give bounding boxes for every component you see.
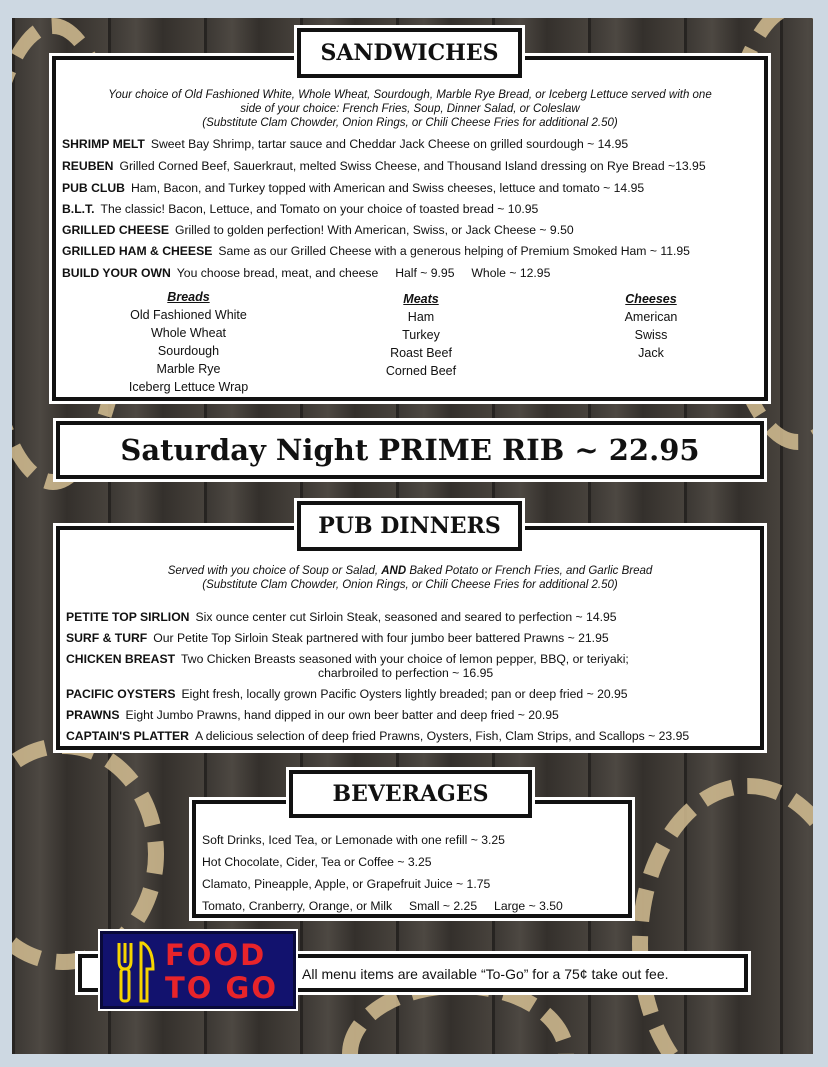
- meat-option: Ham: [407, 310, 435, 324]
- pub-dinners-title: PUB DINNERS: [297, 501, 522, 551]
- item-desc: Two Chicken Breasts seasoned with your choice of lemon pepper, BBQ, or teriyaki;: [181, 652, 629, 666]
- beverages-title: BEVERAGES: [289, 770, 532, 818]
- menu-page: [12, 18, 813, 1054]
- menu-item: [62, 265, 550, 281]
- bread-option: Iceberg Lettuce Wrap: [128, 380, 249, 394]
- menu-item-continued: [318, 665, 493, 681]
- beverage-item: Clamato, Pineapple, Apple, or Grapefruit Juice ~ 1.75: [202, 877, 491, 891]
- item-name: PUB CLUB: [62, 181, 125, 195]
- meat-option: Roast Beef: [390, 346, 452, 360]
- bread-option: Marble Rye: [156, 362, 221, 376]
- item-name: PRAWNS: [66, 708, 120, 722]
- item-desc: Eight Jumbo Prawns, hand dipped in our own beer batter and deep fried ~ 20.95: [125, 708, 559, 722]
- sandwiches-intro: [56, 88, 764, 130]
- beverage-item: Hot Chocolate, Cider, Tea or Coffee ~ 3.25: [202, 855, 432, 869]
- item-name: PACIFIC OYSTERS: [66, 687, 176, 701]
- item-name: GRILLED HAM & CHEESE: [62, 244, 213, 258]
- item-name: REUBEN: [62, 159, 114, 173]
- prime-rib-banner: [56, 421, 764, 479]
- item-desc: You choose bread, meat, and cheese Half ~ 9.95 Whole ~ 12.95: [176, 266, 551, 280]
- fork-knife-icon: [113, 939, 159, 1005]
- intro-text: Baked Potato or French Fries, and Garlic Bread: [406, 565, 653, 577]
- breads-column: [106, 288, 271, 396]
- sandwiches-panel: [52, 56, 768, 401]
- sandwiches-intro-line2: side of your choice: French Fries, Soup, Dinner Salad, or Coleslaw: [240, 103, 580, 115]
- item-desc: Our Petite Top Sirloin Steak partnered with four jumbo beer battered Prawns ~ 21.95: [153, 631, 609, 645]
- menu-item: [66, 728, 689, 744]
- menu-item: [66, 630, 609, 646]
- cheeses-column: [586, 290, 716, 362]
- cheese-option: Jack: [638, 346, 664, 360]
- pub-dinners-intro-line1: [60, 564, 760, 578]
- beverage-item: Tomato, Cranberry, Orange, or Milk Small ~ 2.25 Large ~ 3.50: [202, 899, 563, 913]
- cheese-option: American: [624, 310, 678, 324]
- sandwiches-title: SANDWICHES: [297, 28, 522, 78]
- to-go-note: All menu items are available “To-Go” for a 75¢ take out fee.: [302, 966, 669, 982]
- breads-heading: Breads: [167, 290, 210, 304]
- menu-item: [62, 243, 690, 259]
- item-name: GRILLED CHEESE: [62, 223, 169, 237]
- item-name: B.L.T.: [62, 202, 95, 216]
- item-desc: The classic! Bacon, Lettuce, and Tomato on your choice of toasted bread ~ 10.95: [100, 202, 539, 216]
- item-name: PETITE TOP SIRLION: [66, 610, 190, 624]
- meat-option: Turkey: [402, 328, 440, 342]
- bread-option: Old Fashioned White: [130, 308, 247, 322]
- item-desc: Six ounce center cut Sirloin Steak, seasoned and seared to perfection ~ 14.95: [195, 610, 617, 624]
- menu-item: [66, 707, 559, 723]
- intro-text: Served with you choice of Soup or Salad,: [167, 565, 382, 577]
- rope-decoration: [632, 778, 813, 1054]
- item-name: SURF & TURF: [66, 631, 148, 645]
- intro-bold: AND: [381, 565, 407, 577]
- pub-dinners-panel: [56, 526, 764, 750]
- cheese-option: Swiss: [634, 328, 668, 342]
- item-desc: Ham, Bacon, and Turkey topped with American and Swiss cheeses, lettuce and tomato ~ 14.95: [130, 181, 645, 195]
- menu-item: [62, 158, 706, 174]
- menu-item: [62, 201, 538, 217]
- item-name: CAPTAIN'S PLATTER: [66, 729, 189, 743]
- item-desc: A delicious selection of deep fried Prawns, Oysters, Fish, Clam Strips, and Scallops ~ 23.95: [194, 729, 690, 743]
- menu-item: [62, 222, 574, 238]
- item-desc: charbroiled to perfection ~ 16.95: [318, 666, 494, 680]
- menu-item: [62, 136, 628, 152]
- pub-dinners-intro-line2: (Substitute Clam Chowder, Onion Rings, or Chili Cheese Fries for additional 2.50): [202, 579, 618, 591]
- menu-item: [66, 609, 617, 625]
- menu-item: [62, 180, 644, 196]
- pub-dinners-intro: [60, 564, 760, 592]
- logo-text-food: FOOD: [165, 938, 267, 972]
- meats-heading: Meats: [403, 292, 439, 306]
- item-name: BUILD YOUR OWN: [62, 266, 171, 280]
- item-desc: Sweet Bay Shrimp, tartar sauce and Cheddar Jack Cheese on grilled sourdough ~ 14.95: [150, 137, 629, 151]
- item-desc: Same as our Grilled Cheese with a generous helping of Premium Smoked Ham ~ 11.95: [218, 244, 690, 258]
- sandwiches-intro-line3: (Substitute Clam Chowder, Onion Rings, or Chili Cheese Fries for additional 2.50): [202, 117, 618, 129]
- item-desc: Eight fresh, locally grown Pacific Oysters lightly breaded; pan or deep fried ~ 20.95: [181, 687, 628, 701]
- meat-option: Corned Beef: [385, 364, 457, 378]
- prime-rib-text: Saturday Night PRIME RIB ~ 22.95: [120, 433, 700, 467]
- meats-column: [356, 290, 486, 380]
- beverage-item: Soft Drinks, Iced Tea, or Lemonade with one refill ~ 3.25: [202, 833, 505, 847]
- cheeses-heading: Cheeses: [625, 292, 677, 306]
- logo-text-to-go: TO GO: [165, 971, 278, 1005]
- sandwiches-intro-line1: Your choice of Old Fashioned White, Whole Wheat, Sourdough, Marble Rye Bread, or Iceberg Lettuce served with one: [108, 89, 712, 101]
- item-name: SHRIMP MELT: [62, 137, 145, 151]
- bread-option: Sourdough: [157, 344, 220, 358]
- menu-item: [66, 686, 628, 702]
- bread-option: Whole Wheat: [150, 326, 227, 340]
- item-desc: Grilled to golden perfection! With American, Swiss, or Jack Cheese ~ 9.50: [175, 223, 574, 237]
- item-desc: Grilled Corned Beef, Sauerkraut, melted Swiss Cheese, and Thousand Island dressing on Rye Bread ~13.95: [119, 159, 706, 173]
- food-to-go-logo: [100, 931, 296, 1009]
- item-name: CHICKEN BREAST: [66, 652, 176, 666]
